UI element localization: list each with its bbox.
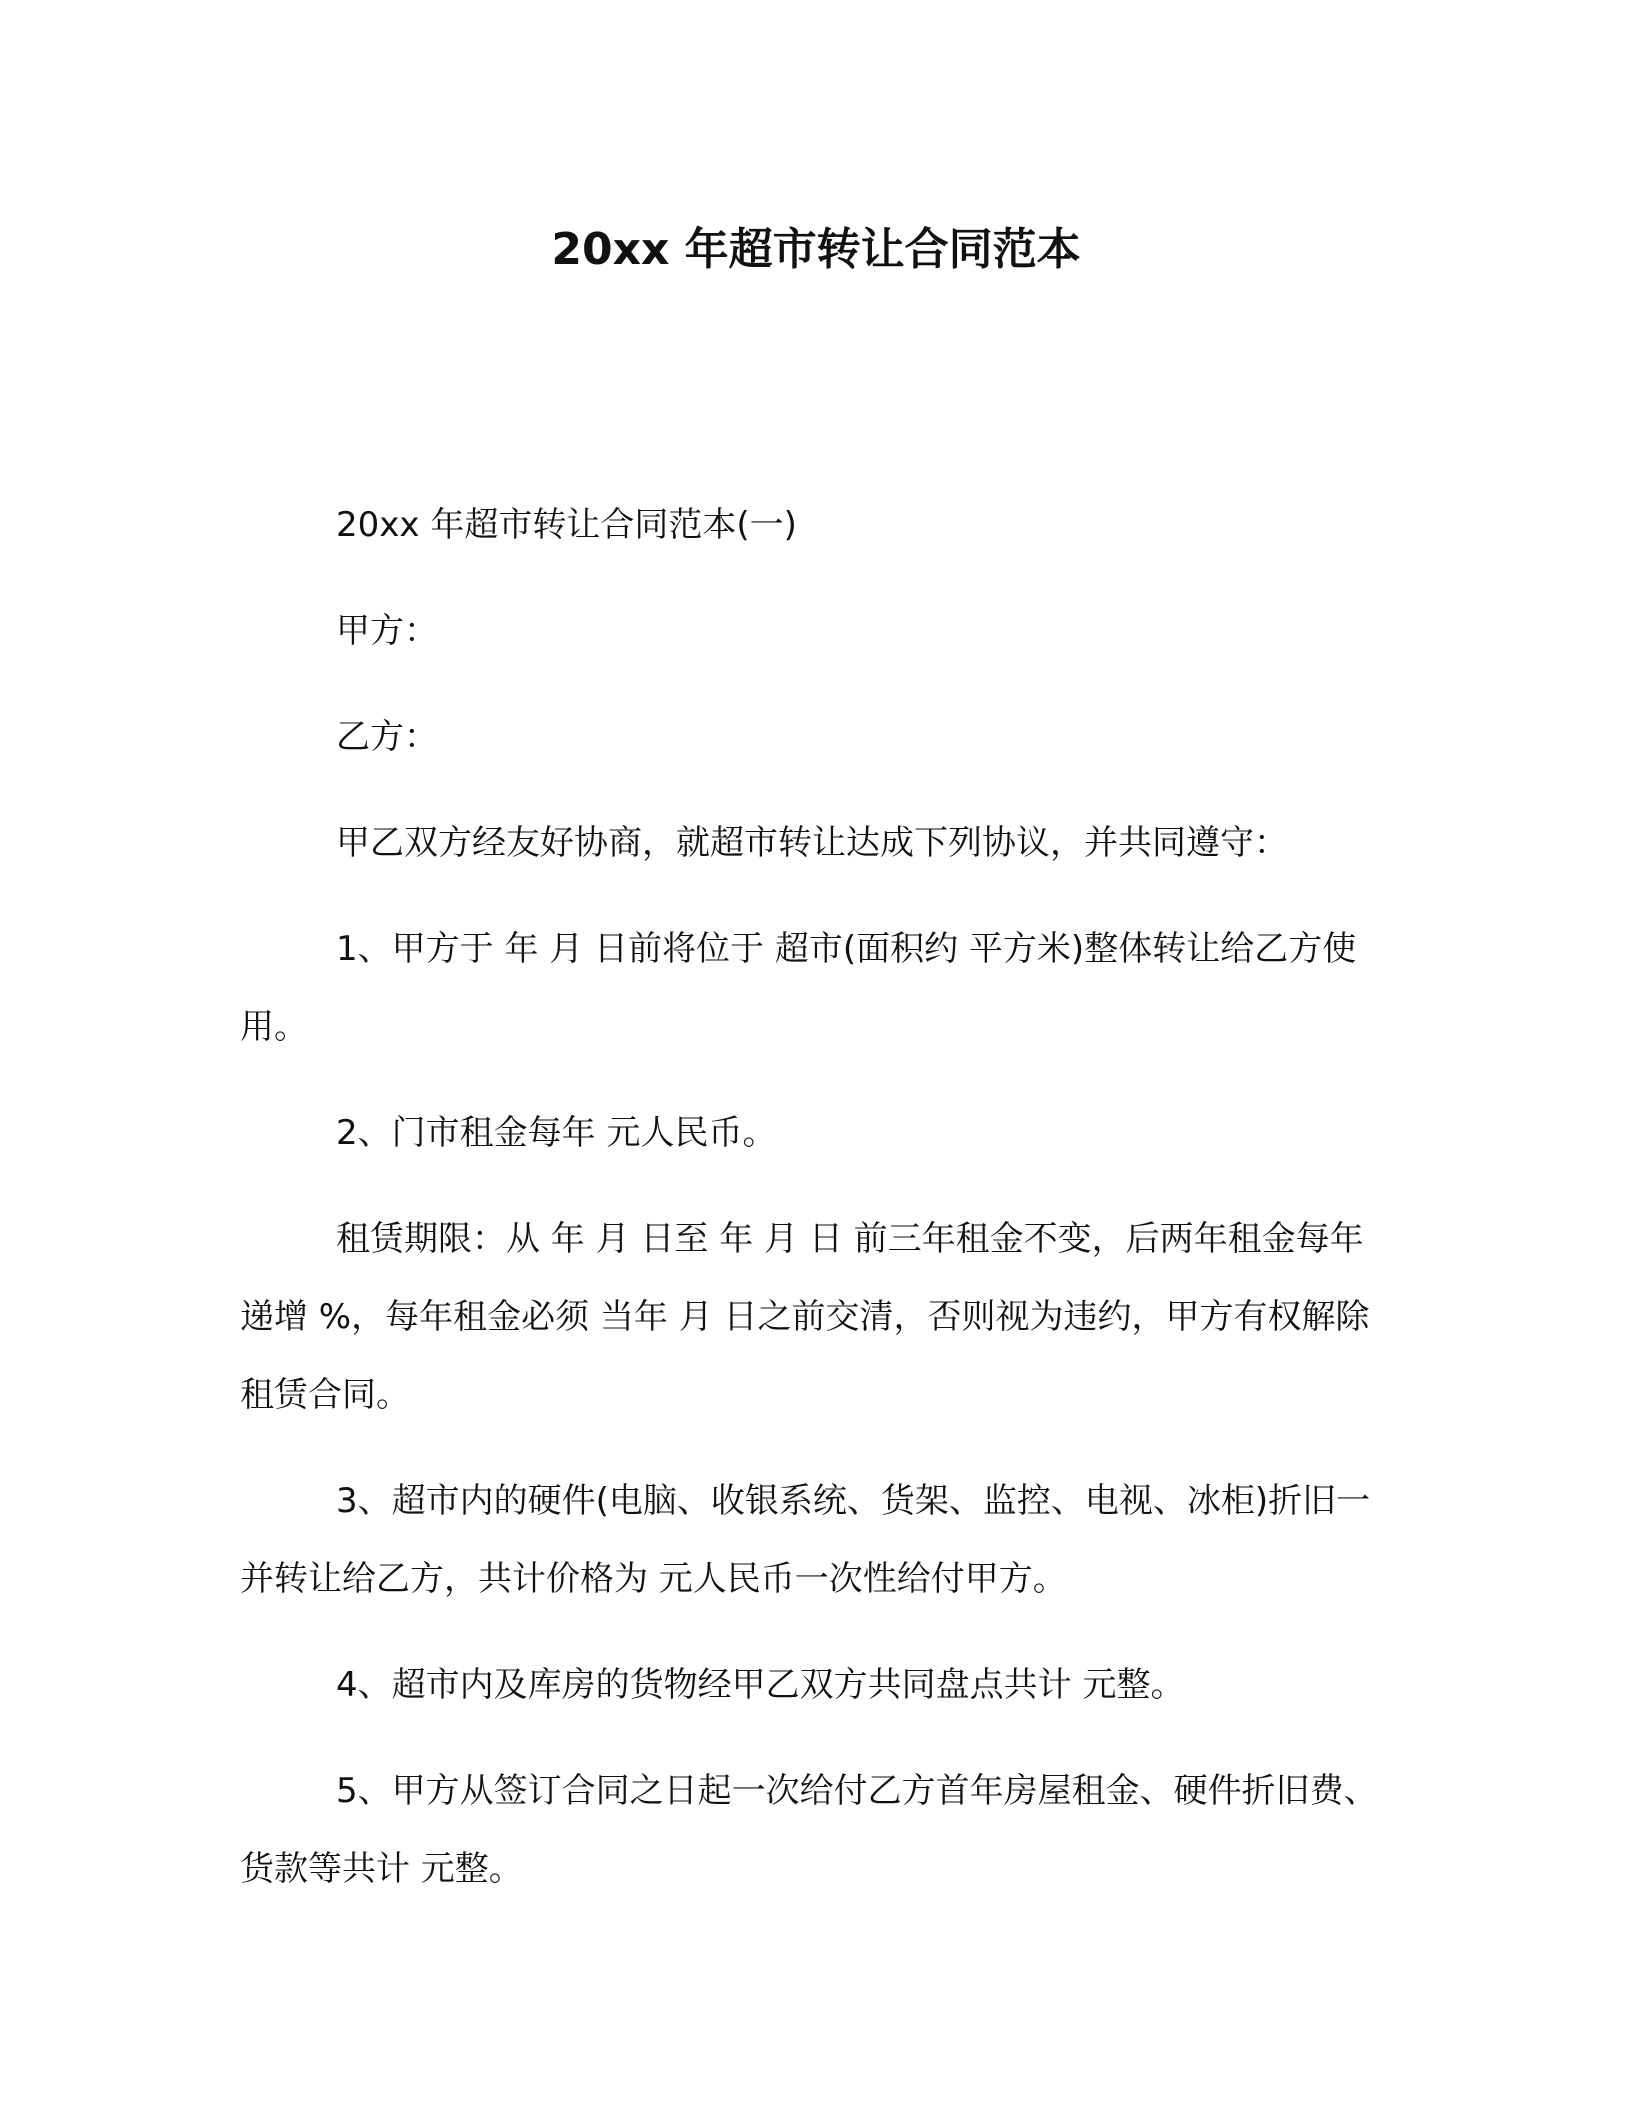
document-body [240, 486, 1392, 1936]
paragraph-clause-2: 2、门市租金每年 元人民币。 [336, 1113, 777, 1153]
paragraph-clause-1: 1、甲方于 年 月 日前将位于 超市(面积约 平方米)整体转让给乙方使用。 [240, 929, 1357, 1047]
paragraph-clause-4: 4、超市内及库房的货物经甲乙双方共同盘点共计 元整。 [336, 1665, 1185, 1705]
paragraph-lease-term: 租赁期限：从 年 月 日至 年 月 日 前三年租金不变，后两年租金每年递增 %，每年租金必须 当年 月 日之前交清，否则视为违约，甲方有权解除租赁合同。 [240, 1219, 1370, 1415]
paragraph-party-a: 甲方： [336, 611, 438, 651]
paragraph-agreement-intro: 甲乙双方经友好协商，就超市转让达成下列协议，并共同遵守： [336, 823, 1288, 863]
paragraph-party-b: 乙方： [336, 717, 438, 757]
document-title: 20xx 年超市转让合同范本 [551, 224, 1081, 275]
paragraph-clause-5: 5、甲方从签订合同之日起一次给付乙方首年房屋租金、硬件折旧费、货款等共计 元整。 [240, 1771, 1378, 1889]
paragraph-clause-3: 3、超市内的硬件(电脑、收银系统、货架、监控、电视、冰柜)折旧一并转让给乙方，共计价格为 元人民币一次性给付甲方。 [240, 1481, 1371, 1599]
paragraph-subtitle: 20xx 年超市转让合同范本(一) [336, 505, 797, 545]
